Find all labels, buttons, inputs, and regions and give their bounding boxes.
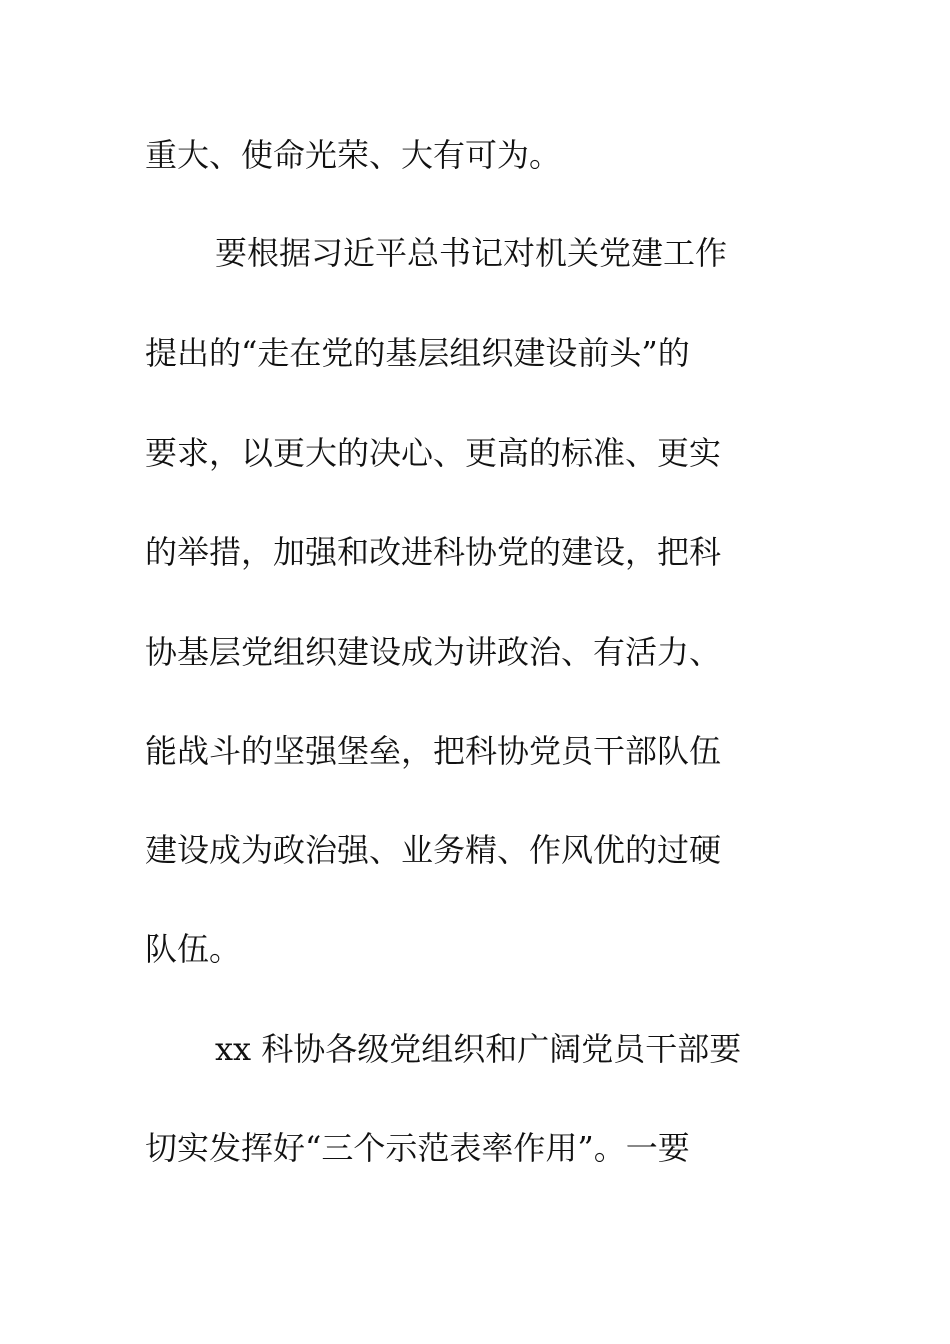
text-line: 协基层党组织建设成为讲政治、有活力、 [145, 633, 722, 671]
text-line: 重大、使命光荣、大有可为。 [145, 136, 562, 174]
text-line: 的举措，加强和改进科协党的建设，把科 [145, 533, 722, 571]
text-line: 能战斗的坚强堡垒，把科协党员干部队伍 [145, 732, 722, 770]
text-line: 切实发挥好“三个示范表率作用”。一要 [145, 1129, 690, 1167]
text-line: 提出的“走在党的基层组织建设前头”的 [145, 334, 690, 372]
text-line: 队伍。 [145, 930, 242, 968]
paragraph-first-line: 要根据习近平总书记对机关党建工作 [215, 234, 728, 272]
text-line: 要求，以更大的决心、更高的标准、更实 [145, 434, 722, 472]
paragraph-first-line: xx 科协各级党组织和广阔党员干部要 [215, 1030, 742, 1068]
text-line: 建设成为政治强、业务精、作风优的过硬 [145, 831, 722, 869]
